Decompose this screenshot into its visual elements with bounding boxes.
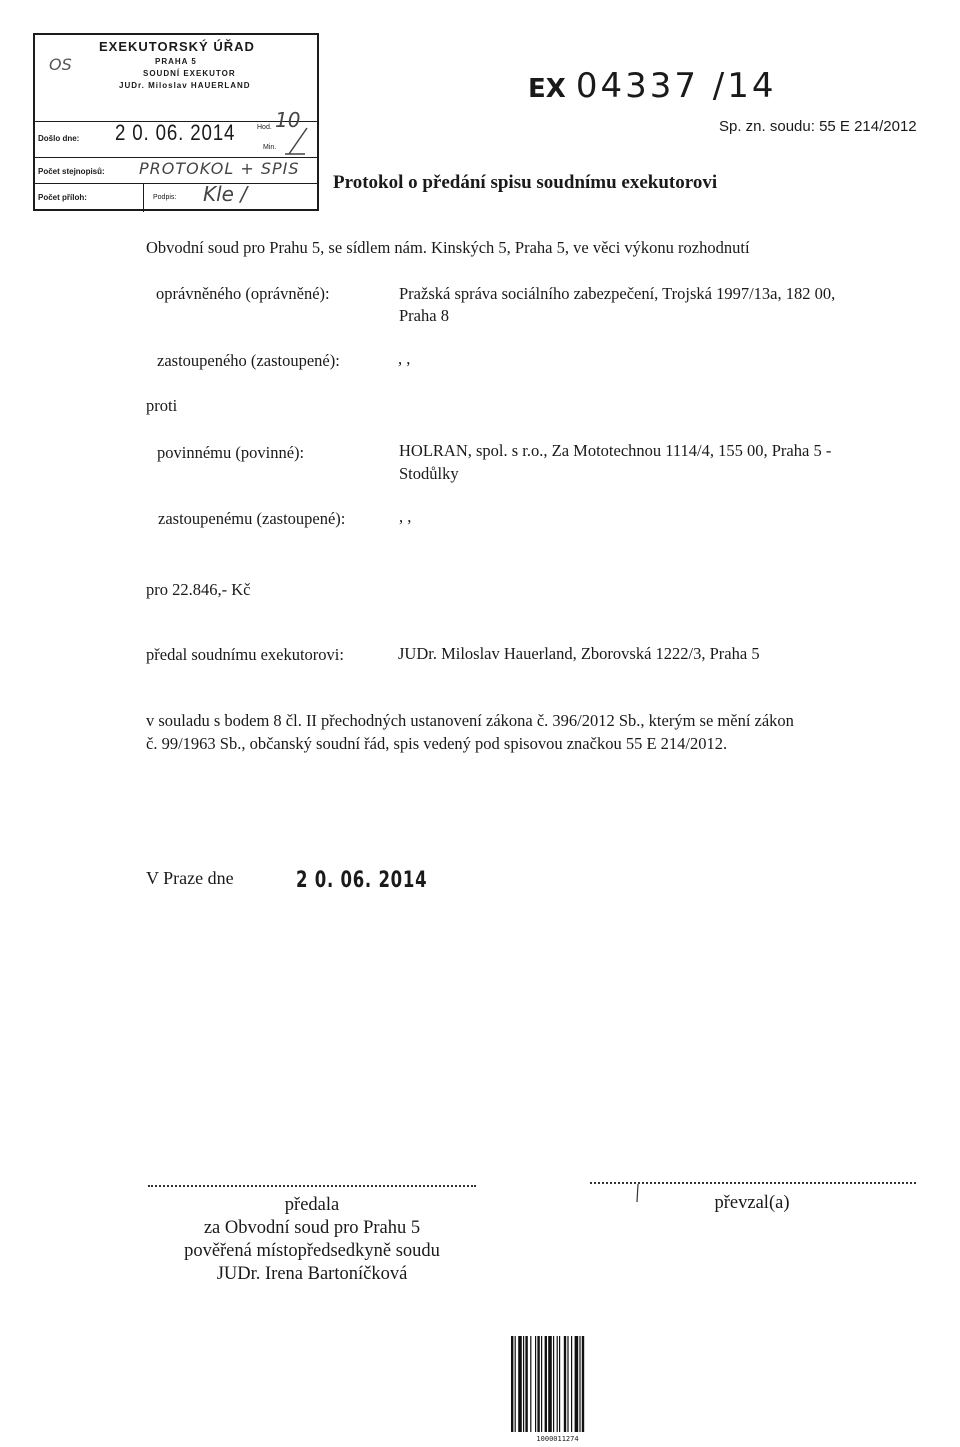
receipt-stamp	[33, 33, 319, 211]
law-line-2: č. 99/1963 Sb., občanský soudní řád, spis vedený pod spisovou značkou 55 E 214/2012.	[146, 734, 728, 753]
barcode-bar	[530, 1336, 531, 1432]
stamp-office: EXEKUTORSKÝ ÚŘAD	[99, 39, 255, 54]
barcode-bar	[523, 1336, 524, 1432]
right-sig-line-1: převzal(a)	[714, 1193, 790, 1213]
hour-label: Hod.	[257, 124, 272, 131]
received-date: 2 0. 06. 2014	[115, 120, 236, 145]
copies-label: Počet stejnopisů:	[38, 167, 105, 176]
received-label: Došlo dne:	[38, 134, 80, 143]
hour-value: 10	[275, 108, 301, 132]
entitled-value-2: Praha 8	[399, 306, 449, 325]
obliged-label: povinnému (povinné):	[157, 443, 305, 462]
barcode-bar	[557, 1336, 558, 1432]
barcode-bar	[567, 1336, 568, 1432]
barcode-bar	[579, 1336, 580, 1432]
left-sig-line-4: JUDr. Irena Bartoníčková	[216, 1264, 408, 1284]
stamp-row-received	[35, 108, 317, 158]
barcode-bar	[559, 1336, 560, 1432]
right-signature-block	[690, 1192, 814, 1215]
barcode-bar	[541, 1336, 542, 1432]
handed-value: JUDr. Miloslav Hauerland, Zborovská 1222/3, Praha 5	[398, 644, 760, 663]
stamp-row-attachments	[35, 183, 317, 212]
ex-prefix: EX	[528, 74, 566, 104]
stamp-row-copies	[35, 157, 317, 184]
court-line: Obvodní soud pro Prahu 5, se sídlem nám. Kinských 5, Praha 5, ve věci výkonu rozhodnutí	[146, 238, 750, 257]
barcode	[511, 1336, 604, 1443]
stamp-divider	[143, 184, 144, 212]
place-date: 2 0. 06. 2014	[296, 868, 428, 893]
obliged-value-1: HOLRAN, spol. s r.o., Za Mototechnou 1114/4, 155 00, Praha 5 -	[399, 441, 832, 460]
ex-number-value: 04337 /14	[575, 66, 777, 106]
left-sig-line-2: za Obvodní soud pro Prahu 5	[203, 1218, 421, 1238]
left-signature-block	[146, 1194, 478, 1286]
barcode-bar	[545, 1336, 547, 1432]
stamp-title-line: SOUDNÍ EXEKUTOR	[143, 69, 236, 78]
barcode-bar	[535, 1336, 536, 1432]
amount: pro 22.846,- Kč	[146, 580, 251, 599]
hand-slash-mark	[281, 126, 311, 156]
barcode-number: 1000011274	[536, 1435, 579, 1443]
barcode-bar	[553, 1336, 554, 1432]
left-sig-line-1: předala	[284, 1195, 340, 1215]
signature-value: Kle /	[203, 182, 248, 206]
left-signature-line	[148, 1185, 476, 1187]
barcode-bar	[511, 1336, 513, 1432]
os-mark: OS	[49, 55, 72, 74]
copies-value: PROTOKOL + SPIS	[139, 159, 300, 178]
stamp-city: PRAHA 5	[155, 57, 197, 66]
representative-2-value: , ,	[399, 507, 412, 526]
barcode-bar	[571, 1336, 572, 1432]
entitled-value-1: Pražská správa sociálního zabezpečení, Trojská 1997/13a, 182 00,	[399, 284, 836, 303]
stamp-name-line: JUDr. Miloslav HAUERLAND	[119, 81, 251, 90]
case-reference: Sp. zn. soudu: 55 E 214/2012	[719, 118, 917, 135]
barcode-bar	[582, 1336, 584, 1432]
barcode-bars	[511, 1336, 604, 1434]
barcode-bar	[564, 1336, 566, 1432]
min-label: Min.	[263, 144, 277, 151]
barcode-bar	[548, 1336, 552, 1432]
representative-1-label: zastoupeného (zastoupené):	[157, 351, 340, 370]
ex-number	[528, 66, 777, 106]
barcode-bar	[515, 1336, 516, 1432]
entitled-label: oprávněného (oprávněné):	[156, 284, 330, 303]
barcode-bar	[537, 1336, 539, 1432]
barcode-bar	[575, 1336, 579, 1432]
pen-mark	[634, 1184, 642, 1204]
representative-1-value: , ,	[398, 349, 411, 368]
barcode-bar	[525, 1336, 527, 1432]
representative-2-label: zastoupenému (zastoupené):	[158, 509, 346, 528]
handed-label: předal soudnímu exekutorovi:	[146, 645, 344, 664]
obliged-value-2: Stodůlky	[399, 464, 459, 483]
signature-label: Podpis:	[153, 194, 177, 201]
barcode-bar	[518, 1336, 522, 1432]
law-line-1: v souladu s bodem 8 čl. II přechodných ustanovení zákona č. 396/2012 Sb., kterým se mění zákon	[146, 711, 794, 730]
document-title: Protokol o předání spisu soudnímu exekutorovi	[333, 172, 718, 193]
left-sig-line-3: pověřená místopředsedkyně soudu	[184, 1241, 440, 1261]
place-label: V Praze dne	[146, 868, 234, 888]
against-label: proti	[146, 396, 178, 415]
attachments-label: Počet příloh:	[38, 193, 87, 202]
